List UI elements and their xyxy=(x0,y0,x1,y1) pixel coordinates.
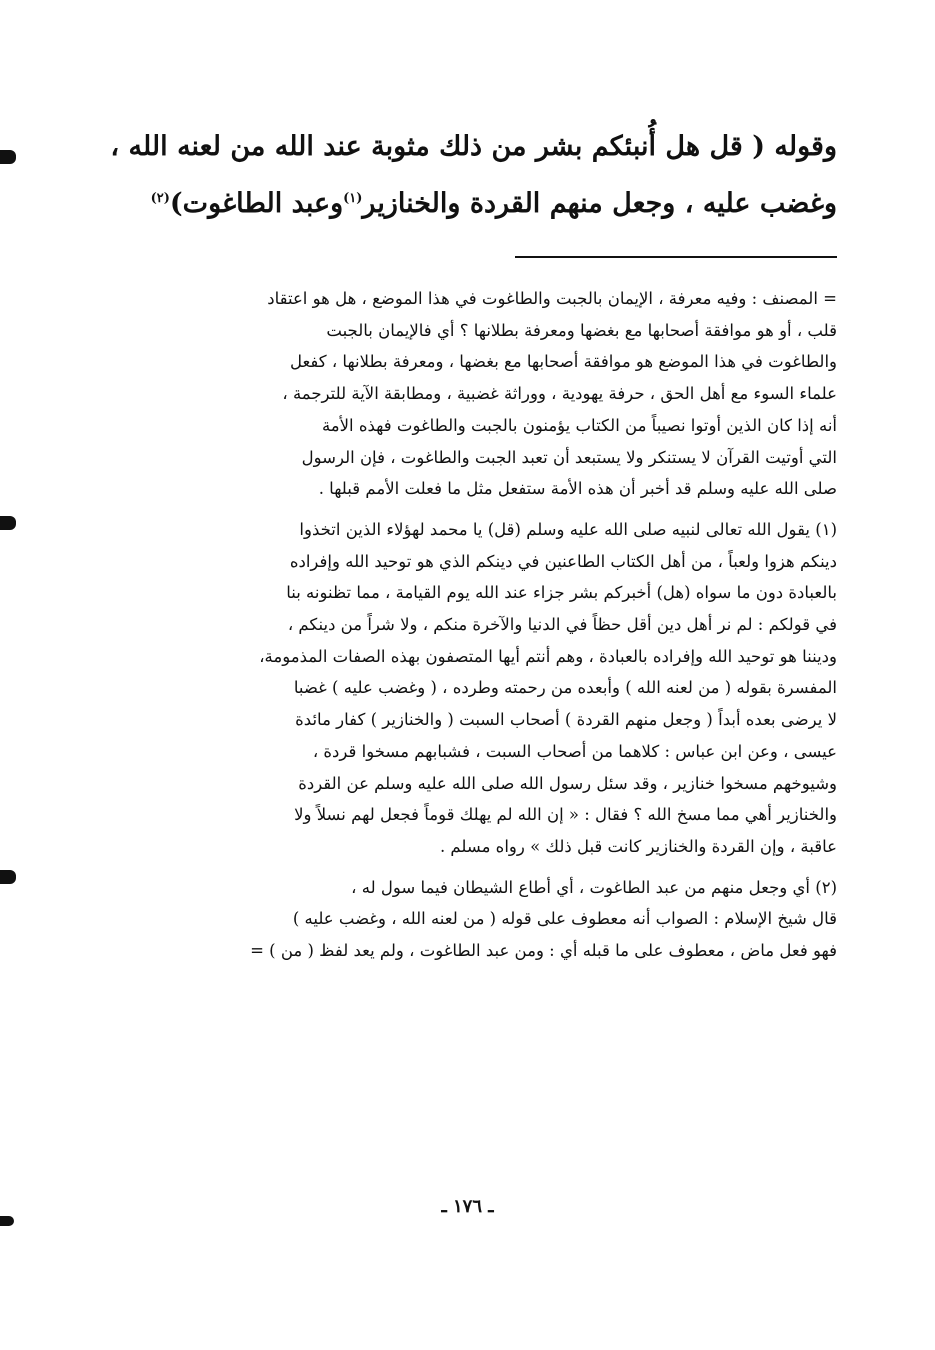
verse-segment: وغضب عليه ، وجعل منهم القردة والخنازير xyxy=(362,188,837,219)
verse-line: وقوله ( قل هل أُنبئكم بشر من ذلك مثوبة عند الله من لعنه الله ، xyxy=(110,131,837,162)
note-line: المفسرة بقوله ( من لعنه الله ) وأبعده من رحمته وطرده ، ( وغضب عليه ) غضبا xyxy=(293,678,837,698)
note-line: دينكم هزوا ولعباً ، من أهل الكتاب الطاعنين في دينكم الذي هو توحيد الله وإفراده xyxy=(289,551,837,571)
note-line: بالعبادة دون ما سواه (هل) أخبركم بشر جزاء عند الله يوم القيامة ، مما تظنونه بنا xyxy=(286,583,837,603)
note-line: فهو فعل ماض ، معطوف على ما قبله أي : ومن عبد الطاغوت ، ولم يعد لفظ ( من ) = xyxy=(250,941,837,961)
author-comment-paragraph xyxy=(100,283,837,505)
footnote-ref[interactable]: (١) xyxy=(343,191,363,206)
note-line: علماء السوء مع أهل الحق ، حرفة يهودية ، ووراثة غضبية ، ومطابقة الآية للترجمة ، xyxy=(282,384,837,404)
scan-edge-mark xyxy=(0,1216,14,1226)
verse-segment: وعبد الطاغوت) xyxy=(169,188,344,219)
scan-edge-mark xyxy=(0,150,16,164)
scan-edge-mark xyxy=(0,870,16,884)
note-line: في قولكم : لم نر أهل دين أقل حظاً في الدنيا والآخرة منكم ، ولا شراً من دينكم ، xyxy=(287,615,837,635)
footnote-1 xyxy=(100,514,837,863)
note-line: لا يرضى بعده أبداً ( وجعل منهم القردة ) أصحاب السبت ( والخنازير ) كفار مائدة xyxy=(295,710,837,730)
note-line: التي أوتيت القرآن لا يستنكر ولا يستبعد أن تعبد الجبت والطاغوت ، فإن الرسول xyxy=(301,447,837,467)
note-line: (١) يقول الله تعالى لنبيه صلى الله عليه وسلم (قل) يا محمد لهؤلاء الذين اتخذوا xyxy=(299,519,837,539)
page-number: ـ ١٧٦ ـ xyxy=(441,1196,494,1217)
footnote-divider xyxy=(515,256,837,258)
note-line: قلب ، أو هو موافقة أصحابها مع بغضها ومعرفة بطلانها ؟ أي فالإيمان بالجبت xyxy=(326,320,837,340)
note-line: وشيوخهم مسخوا خنازير ، وقد سئل رسول الله صلى الله عليه وسلم عن القردة xyxy=(298,773,837,793)
footnote-ref[interactable]: (٢) xyxy=(150,191,170,206)
note-line: أنه إذا كان الذين أوتوا نصيباً من الكتاب يؤمنون بالجبت والطاغوت فهذه الأمة xyxy=(321,415,837,435)
note-line: وديننا هو توحيد الله وإفراده بالعبادة ، وهم أنتم أيها المتصفون بهذه الصفات المذمومة، xyxy=(259,646,837,666)
note-line: والطاغوت في هذا الموضع هو موافقة أصحابها مع بغضها ، ومعرفة بطلانها ، كفعل xyxy=(289,352,837,372)
scan-edge-mark xyxy=(0,516,16,530)
footnote-2 xyxy=(100,872,837,967)
note-line: عيسى ، وعن ابن عباس : كلاهما من أصحاب السبت ، فشبابهم مسخوا قردة ، xyxy=(312,741,837,761)
note-line: (٢) أي وجعل منهم من عبد الطاغوت ، أي أطاع الشيطان فيما سول له ، xyxy=(351,877,837,897)
note-line: = المصنف : وفيه معرفة ، الإيمان بالجبت والطاغوت في هذا الموضع ، هل هو اعتقاد xyxy=(267,289,837,308)
note-line: عاقبة ، وإن القردة والخنازير كانت قبل ذلك » رواه مسلم . xyxy=(439,836,837,856)
footnotes-section xyxy=(100,283,837,967)
note-line: والخنازير أهي مما مسخ الله ؟ فقال : « إن الله لم يهلك قوماً فجعل لهم نسلاً ولا xyxy=(294,805,837,825)
note-line: صلى الله عليه وسلم قد أخبر أن هذه الأمة ستفعل مثل ما فعلت الأمم قبلها . xyxy=(318,479,837,499)
quran-verse xyxy=(100,118,837,232)
note-line: قال شيخ الإسلام : الصواب أنه معطوف على قوله ( من لعنه الله ، وغضب عليه ) xyxy=(292,909,837,929)
verse-line xyxy=(100,175,837,232)
